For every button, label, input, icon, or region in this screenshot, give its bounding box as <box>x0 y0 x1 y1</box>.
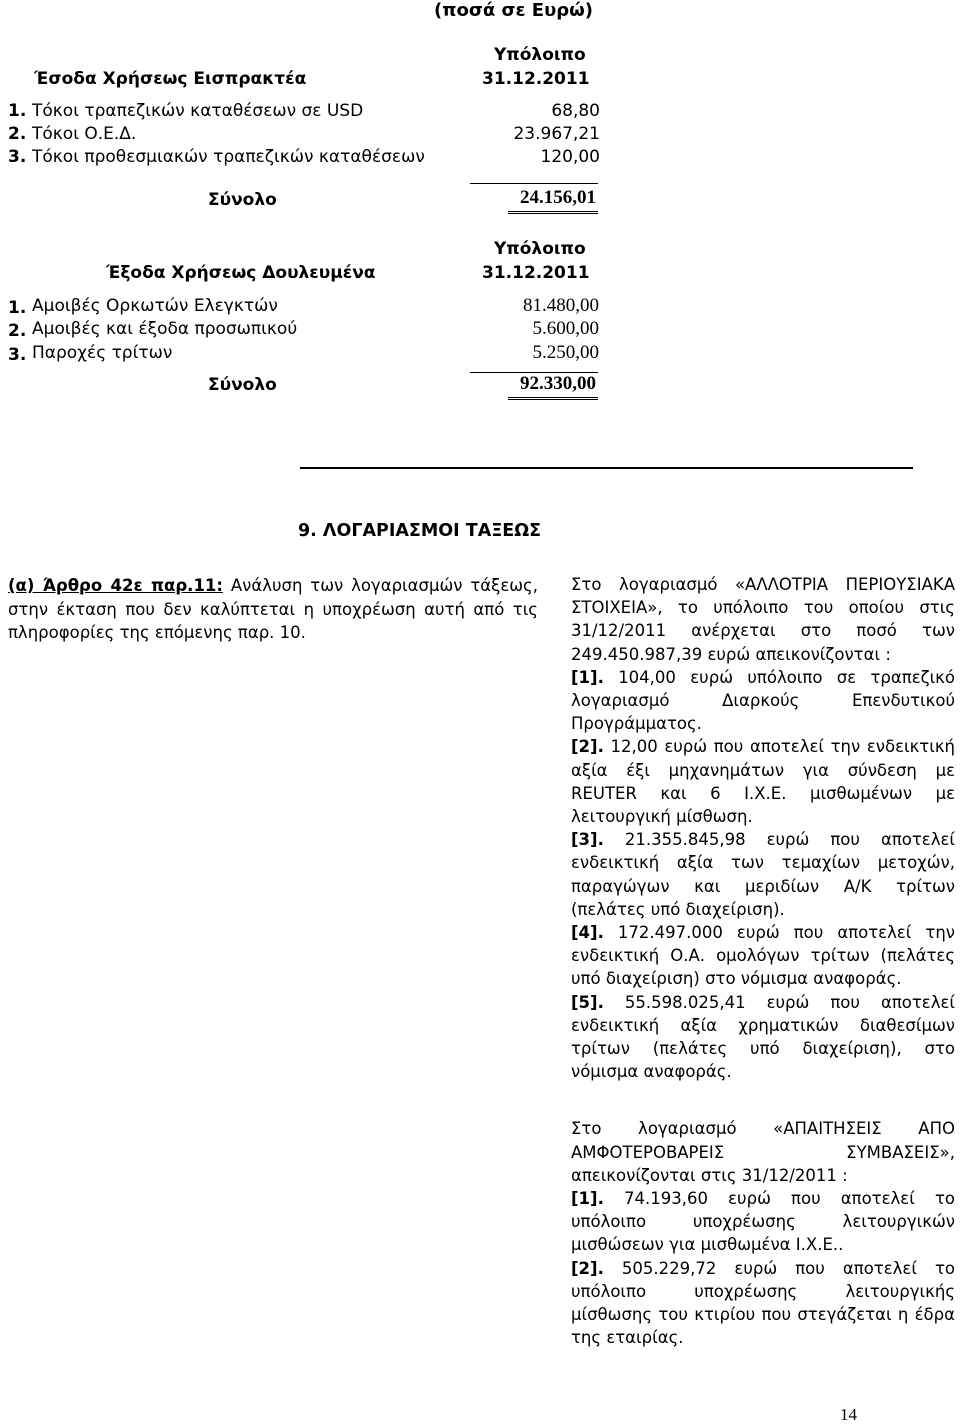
item-ref: [2]. <box>571 737 604 757</box>
article-ref: (α) Άρθρο 42ε παρ.11: <box>8 576 224 595</box>
section-title: 9. ΛΟΓΑΡΙΑΣΜΟΙ ΤΑΞΕΩΣ <box>298 521 542 541</box>
row-value: 5.250,00 <box>532 342 599 363</box>
expenses-total-value-box <box>470 373 598 400</box>
row-number: 1. <box>8 101 27 121</box>
list-item <box>571 666 955 736</box>
article-42e-paragraph <box>8 574 538 645</box>
expenses-col-header-line1: Υπόλοιπο <box>494 239 586 259</box>
row-value: 81.480,00 <box>523 295 599 316</box>
row-value: 5.600,00 <box>532 318 599 339</box>
list-item <box>571 921 955 991</box>
item-text: 12,00 ευρώ που αποτελεί την ενδεικτική αξία έξι μηχανημάτων για σύνδεση με REUTER και 6 Ι.Χ.Ε. μισθωμένων με λειτουργική μίσθωση. <box>571 737 955 827</box>
income-total-value: 24.156,01 <box>508 187 598 214</box>
expenses-total-value: 92.330,00 <box>508 373 598 400</box>
income-total-value-box <box>470 187 598 214</box>
section-divider <box>300 467 913 469</box>
list-item <box>571 991 955 1084</box>
income-col-header-line2: 31.12.2011 <box>482 69 590 89</box>
row-value: 68,80 <box>551 101 600 121</box>
item-text: 505.229,72 ευρώ που αποτελεί το υπόλοιπο υποχρέωσης λειτουργικής μίσθωσης του κτιρίου που στεγάζεται η έδρα της εταιρίας. <box>571 1258 955 1348</box>
article-text: Ανάλυση των λογαριασμών τάξεως, στην έκταση που δεν καλύπτεται η υποχρέωση αυτή από τις πληροφορίες της επόμενης παρ. 10. <box>8 576 538 642</box>
item-ref: [3]. <box>571 830 604 850</box>
income-total-label: Σύνολο <box>208 190 277 210</box>
income-title: Έσοδα Χρήσεως Εισπρακτέα <box>34 69 307 89</box>
page-number: 14 <box>840 1405 857 1424</box>
row-label: Αμοιβές και έξοδα προσωπικού <box>32 319 298 339</box>
income-col-header-line1: Υπόλοιπο <box>494 45 586 65</box>
list-item <box>571 1187 955 1257</box>
row-label: Παροχές τρίτων <box>32 343 173 363</box>
expenses-col-header-line2: 31.12.2011 <box>482 263 590 283</box>
row-value: 23.967,21 <box>513 124 600 144</box>
block2-intro: Στο λογαριασμό «ΑΠΑΙΤΗΣΕΙΣ ΑΠΟ ΑΜΦΟΤΕΡΟΒΑΡΕΙΣ ΣΥΜΒΑΣΕΙΣ», απεικονίζονται στις 31/12/2011 : <box>571 1119 955 1185</box>
row-label: Τόκοι τραπεζικών καταθέσεων σε USD <box>32 101 364 121</box>
row-number: 3. <box>8 345 27 365</box>
row-value: 120,00 <box>540 147 600 167</box>
block-spacer <box>571 1083 955 1117</box>
expenses-total-label: Σύνολο <box>208 375 277 395</box>
currency-note: (ποσά σε Ευρώ) <box>434 0 593 21</box>
item-text: 104,00 ευρώ υπόλοιπο σε τραπεζικό λογαριασμό Διαρκούς Επενδυτικού Προγράμματος. <box>571 667 955 734</box>
item-ref: [2]. <box>571 1258 604 1278</box>
row-label: Αμοιβές Ορκωτών Ελεγκτών <box>32 296 278 316</box>
list-item <box>571 735 955 828</box>
row-number: 2. <box>8 124 27 144</box>
list-item <box>571 1257 955 1350</box>
block1-intro: Στο λογαριασμό «ΑΛΛΟΤΡΙΑ ΠΕΡΙΟΥΣΙΑΚΑ ΣΤΟΙΧΕΙΑ», το υπόλοιπο του οποίου στις 31/12/2011 ανέρχεται στο ποσό των 249.450.987,39 ευρώ απεικονίζονται : <box>571 575 955 664</box>
row-number: 3. <box>8 147 27 167</box>
list-item <box>571 828 955 921</box>
item-ref: [1]. <box>571 667 604 687</box>
item-ref: [4]. <box>571 923 604 943</box>
expenses-title: Έξοδα Χρήσεως Δουλευμένα <box>106 263 376 283</box>
item-ref: [5]. <box>571 992 604 1012</box>
income-total-rule <box>470 183 598 184</box>
row-label: Τόκοι Ο.Ε.Δ. <box>32 124 137 144</box>
row-number: 2. <box>8 321 27 341</box>
row-label: Τόκοι προθεσμιακών τραπεζικών καταθέσεων <box>32 147 425 167</box>
item-text: 21.355.845,98 ευρώ που αποτελεί ενδεικτική αξία των τεμαχίων μετοχών, παραγώγων και μεριδίων Α/Κ τρίτων (πελάτες υπό διαχείριση). <box>571 830 955 919</box>
item-ref: [1]. <box>571 1189 604 1209</box>
row-number: 1. <box>8 298 27 318</box>
item-text: 74.193,60 ευρώ που αποτελεί το υπόλοιπο υποχρέωσης λειτουργικών μισθώσεων για μισθωμένα Ι.Χ.Ε.. <box>571 1189 955 1255</box>
item-text: 55.598.025,41 ευρώ που αποτελεί ενδεικτική αξία χρηματικών διαθεσίμων τρίτων (πελάτες υπό διαχείριση), στο νόμισμα αναφοράς. <box>571 992 955 1082</box>
off-balance-notes <box>571 573 955 1350</box>
item-text: 172.497.000 ευρώ που αποτελεί την ενδεικτική Ο.Α. ομολόγων τρίτων (πελάτες υπό διαχείριση) στο νόμισμα αναφοράς. <box>571 923 955 989</box>
